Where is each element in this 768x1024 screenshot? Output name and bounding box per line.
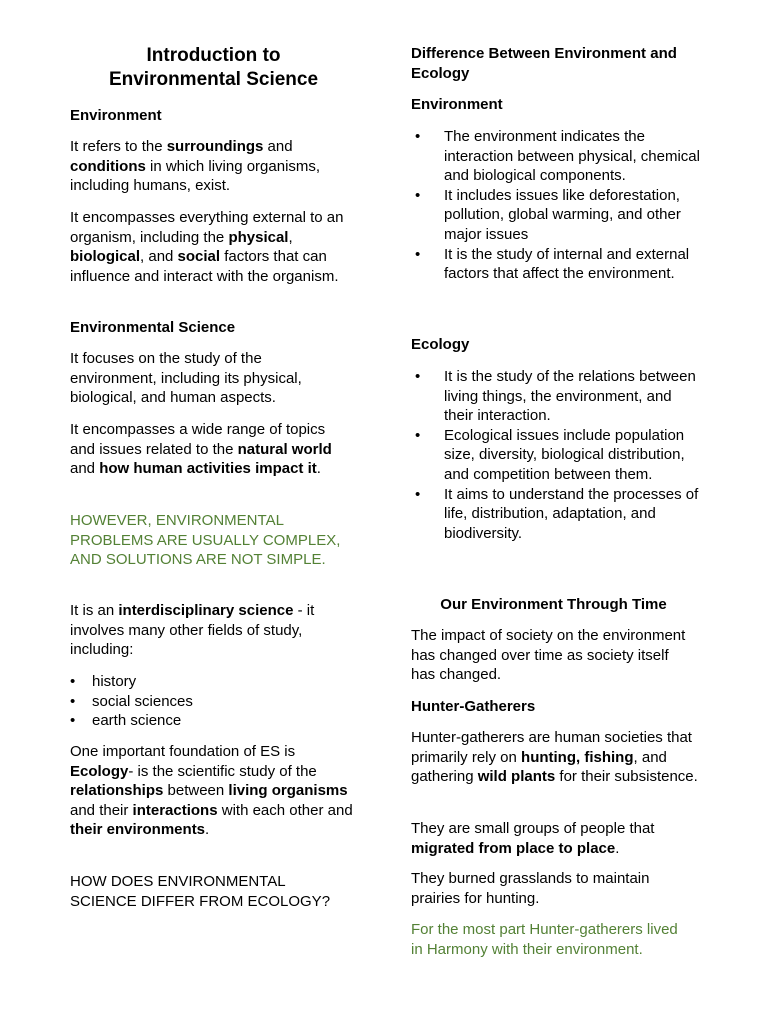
ecology-points (411, 367, 701, 543)
environment-scope (70, 208, 360, 286)
environment-definition (70, 137, 360, 196)
list-item (411, 426, 701, 485)
text-run: It encompasses a wide range of topics and issues related to the (70, 421, 326, 458)
list-item-text: It is the study of the relations between living things, the environment, and their interaction. (444, 368, 696, 425)
list-item-text: It aims to understand the processes of life, distribution, adaptation, and biodiversity. (444, 485, 699, 542)
text-run: - it involves many other fields of study, including: (70, 602, 315, 659)
bullet-icon: • (415, 368, 421, 385)
bold-term: wild plants (477, 768, 556, 786)
environmental-science-focus: It focuses on the study of the environment, including its physical, biological, and human aspects. (70, 350, 302, 407)
ecology-heading: Ecology (411, 336, 470, 353)
environment-points (411, 127, 701, 284)
bold-term: interactions (132, 801, 218, 819)
list-item-text: It is the study of internal and external factors that affect the environment. (444, 245, 690, 283)
text-run: and (70, 460, 100, 478)
text-run: and (263, 138, 293, 155)
page-title-line2: Environmental Science (108, 69, 319, 90)
bold-term: Ecology (70, 762, 129, 780)
text-run: with each other and (217, 801, 353, 819)
text-run: . (316, 460, 321, 478)
environmental-science-heading: Environmental Science (70, 319, 236, 336)
list-item (411, 485, 701, 544)
text-run: and their (70, 801, 133, 819)
list-item-text: It includes issues like deforestation, pollution, global warming, and other major issues (444, 186, 681, 243)
es-vs-ecology-question: HOW DOES ENVIRONMENTAL SCIENCE DIFFER FROM ECOLOGY? (70, 873, 331, 910)
text-run: , (288, 228, 293, 246)
environment-heading: Environment (70, 107, 162, 124)
text-run: It encompasses everything external to an organism, including the (70, 209, 344, 246)
list-item-text: social sciences (92, 692, 193, 710)
text-run: between (163, 782, 229, 800)
text-run: They are small groups of people that (411, 820, 655, 837)
bold-term: conditions (70, 157, 146, 175)
page-title (70, 44, 357, 92)
hunter-gatherers-grasslands: They burned grasslands to maintain prairies for hunting. (411, 870, 650, 907)
ecology-foundation (70, 742, 360, 840)
right-environment-heading: Environment (411, 96, 503, 113)
bold-term: migrated from place to place (411, 839, 616, 857)
bold-term: living organisms (228, 782, 348, 800)
bold-term: interdisciplinary science (118, 602, 294, 619)
bold-term: physical (228, 228, 289, 246)
text-run: factors that can influence and interact with the organism. (70, 248, 339, 285)
environmental-science-scope (70, 420, 340, 479)
difference-heading: Difference Between Environment and Ecology (411, 45, 677, 82)
bullet-icon: • (415, 186, 421, 204)
text-run: . (205, 821, 210, 839)
interdisciplinary-statement (70, 601, 360, 660)
text-run: , and gathering (411, 748, 667, 786)
hunter-gatherers-harmony: For the most part Hunter-gatherers lived in Harmony with their environment. (411, 921, 678, 958)
text-run: . (615, 839, 620, 857)
list-item-text: Ecological issues include population size, diversity, biological distribution, and competition between them. (444, 426, 685, 483)
text-run: in which living organisms, including humans, exist. (70, 157, 321, 195)
list-item (411, 367, 701, 426)
bullet-icon: • (415, 128, 421, 145)
bold-term: biological (70, 248, 141, 266)
text-run: It is an (70, 602, 119, 619)
hunter-gatherers-definition (411, 728, 706, 787)
bullet-icon: • (415, 485, 421, 503)
text-run: It refers to the (70, 138, 167, 155)
bold-term: hunting, fishing (521, 748, 634, 766)
list-item-text: earth science (92, 712, 182, 730)
list-item (411, 127, 701, 186)
text-run: Hunter-gatherers are human societies that primarily rely on (411, 729, 692, 766)
bullet-icon: • (70, 712, 76, 730)
through-time-paragraph: The impact of society on the environment has changed over time as society itself has changed. (411, 627, 686, 684)
bullet-icon: • (415, 426, 421, 444)
bold-term: how human activities impact it (99, 460, 317, 478)
bold-term: social (177, 248, 221, 266)
list-item (70, 672, 350, 692)
bullet-icon: • (70, 692, 76, 710)
text-run: One important foundation of ES is (70, 743, 296, 760)
page-title-line1: Introduction to (146, 45, 281, 66)
list-item (411, 186, 701, 245)
hunter-gatherers-heading: Hunter-Gatherers (411, 698, 536, 715)
bold-term: relationships (70, 782, 164, 800)
bullet-icon: • (415, 245, 421, 263)
list-item-text: The environment indicates the interaction between physical, chemical and biological components. (444, 128, 700, 185)
text-run: - is the scientific study of the (128, 762, 317, 780)
bold-term: natural world (237, 440, 332, 458)
however-note: HOWEVER, ENVIRONMENTAL PROBLEMS ARE USUALLY COMPLEX, AND SOLUTIONS ARE NOT SIMPLE. (70, 512, 341, 569)
list-item (411, 245, 701, 284)
through-time-heading: Our Environment Through Time (440, 596, 667, 613)
bullet-icon: • (70, 673, 76, 690)
text-run: , and (140, 248, 178, 266)
list-item (70, 692, 350, 712)
list-item-text: history (92, 673, 137, 690)
bold-term: their environments (70, 821, 206, 839)
fields-list (70, 672, 350, 731)
bold-term: surroundings (166, 138, 264, 155)
list-item (70, 711, 350, 731)
hunter-gatherers-migration (411, 819, 701, 858)
text-run: for their subsistence. (555, 768, 698, 786)
